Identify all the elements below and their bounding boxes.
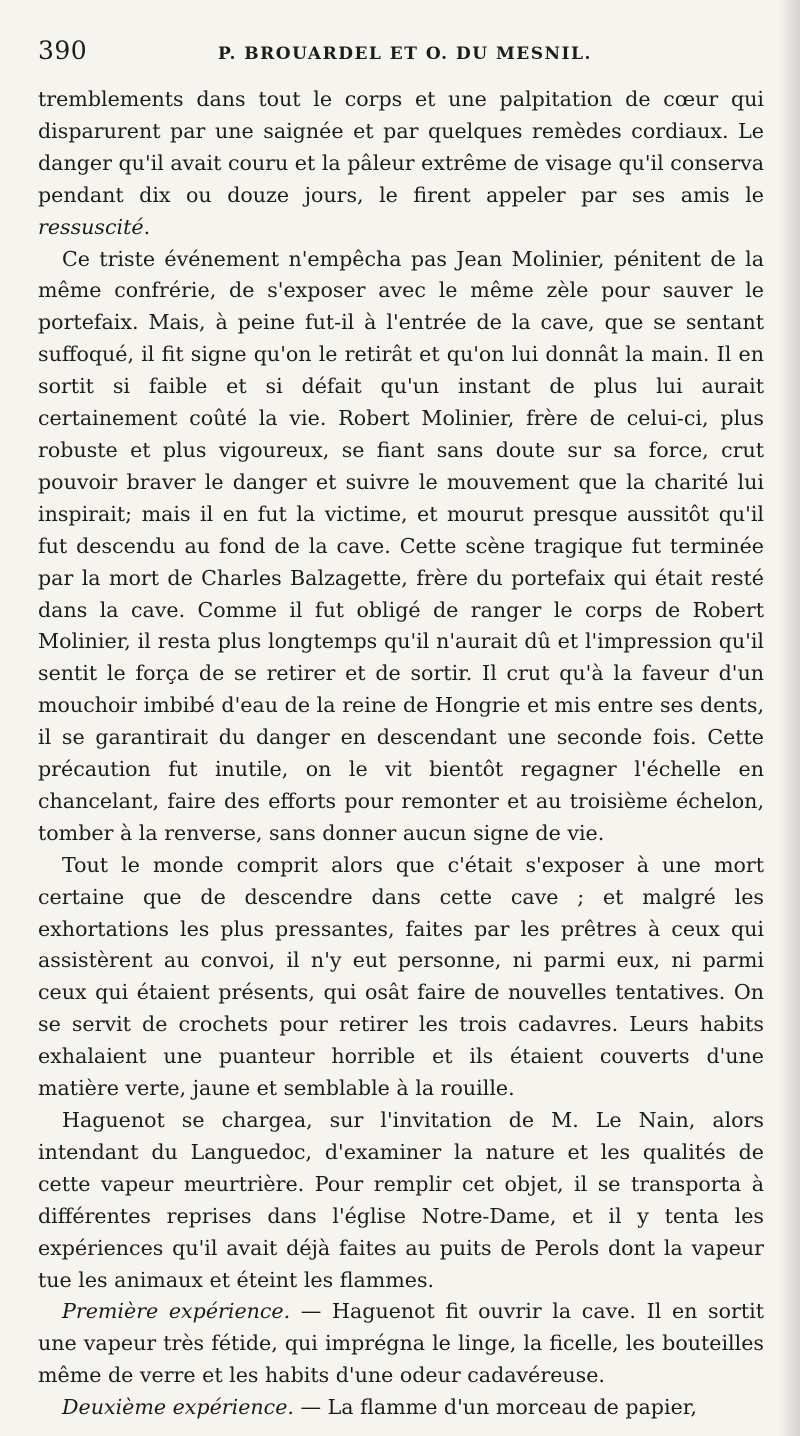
paragraph-text: Tout le monde comprit alors que c'était s'exposer à une mort certaine que de descendre dans cette cave ; et malgré les exhortations les plus pressantes, faites par les prêtres à ceux qui assistèrent au convoi, il n'y eut personne, ni parmi eux, ni parmi ceux qui étaient présents, qui osât faire de nouvelles tentatives. On se servit de crochets pour retirer les trois cadavres. Leurs habits exhalaient une puanteur horrible et ils étaient couverts d'une matière verte, jaune et semblable à la rouille.: [38, 852, 764, 1101]
page-header: [38, 36, 764, 80]
page-number: 390: [38, 36, 88, 65]
paragraph-text: Haguenot se chargea, sur l'invitation de M. Le Nain, alors intendant du Languedoc, d'examiner la nature et les qualités de cette vapeur meurtrière. Pour remplir cet objet, il se transporta à différentes reprises dans l'église Notre-Dame, et il y tenta les expériences qu'il avait déjà faites au puits de Perols dont la vapeur tue les animaux et éteint les flammes.: [38, 1108, 764, 1292]
experiment-label: Première expérience.: [62, 1299, 291, 1324]
paragraph: [38, 1105, 764, 1296]
running-head: P. BROUARDEL ET O. DU MESNIL.: [218, 44, 592, 64]
paragraph: [38, 850, 764, 1105]
paragraph-text: — Haguenot fit ouvrir la cave. Il en sortit une vapeur très fétide, qui imprégna le linge, la ficelle, les bouteilles même de verre et les habits d'une odeur cadavéreuse.: [38, 1299, 764, 1388]
paragraph-continued: [38, 84, 764, 244]
page-edge-shadow: [778, 0, 800, 1436]
paragraph-experiment-2: [38, 1392, 764, 1424]
experiment-label: Deuxième expérience.: [62, 1395, 294, 1420]
paragraph: [38, 244, 764, 850]
body-text: [38, 84, 764, 1424]
paragraph-text: tremblements dans tout le corps et une palpitation de cœur qui disparurent par une saignée et par quelques remèdes cordiaux. Le danger qu'il avait couru et la pâleur extrême de visage qu'il conserva pendant dix ou douze jours, le firent appeler par ses amis le: [38, 87, 764, 207]
paragraph-tail: .: [143, 214, 151, 239]
paragraph-text: — La flamme d'un morceau de papier,: [293, 1395, 697, 1420]
paragraph-experiment-1: [38, 1296, 764, 1392]
emphasized-word: ressuscité: [38, 214, 144, 239]
paragraph-text: Ce triste événement n'empêcha pas Jean Molinier, pénitent de la même confrérie, de s'exposer avec le même zèle pour sauver le portefaix. Mais, à peine fut-il à l'entrée de la cave, que se sentant suffoqué, il fit signe qu'on le retirât et qu'on lui donnât la main. Il en sortit si faible et si défait qu'un instant de plus lui aurait certainement coûté la vie. Robert Molinier, frère de celui-ci, plus robuste et plus vigoureux, se fiant sans doute sur sa force, crut pouvoir braver le danger et suivre le mouvement que la charité lui inspirait; mais il en fut la victime, et mourut presque aussitôt qu'il fut descendu au fond de la cave. Cette scène tragique fut terminée par la mort de Charles Balzagette, frère du portefaix qui était resté dans la cave. Comme il fut obligé de ranger le corps de Robert Molinier, il resta plus longtemps qu'il n'aurait dû et l'impression qu'il sentit le força de se retirer et de sortir. Il crut qu'à la faveur d'un mouchoir imbibé d'eau de la reine de Hongrie et mis entre ses dents, il se garantirait du danger en descendant une seconde fois. Cette précaution fut inutile, on le vit bientôt regagner l'échelle en chancelant, faire des efforts pour remonter et au troisième échelon, tomber à la renverse, sans donner aucun signe de vie.: [38, 246, 764, 845]
